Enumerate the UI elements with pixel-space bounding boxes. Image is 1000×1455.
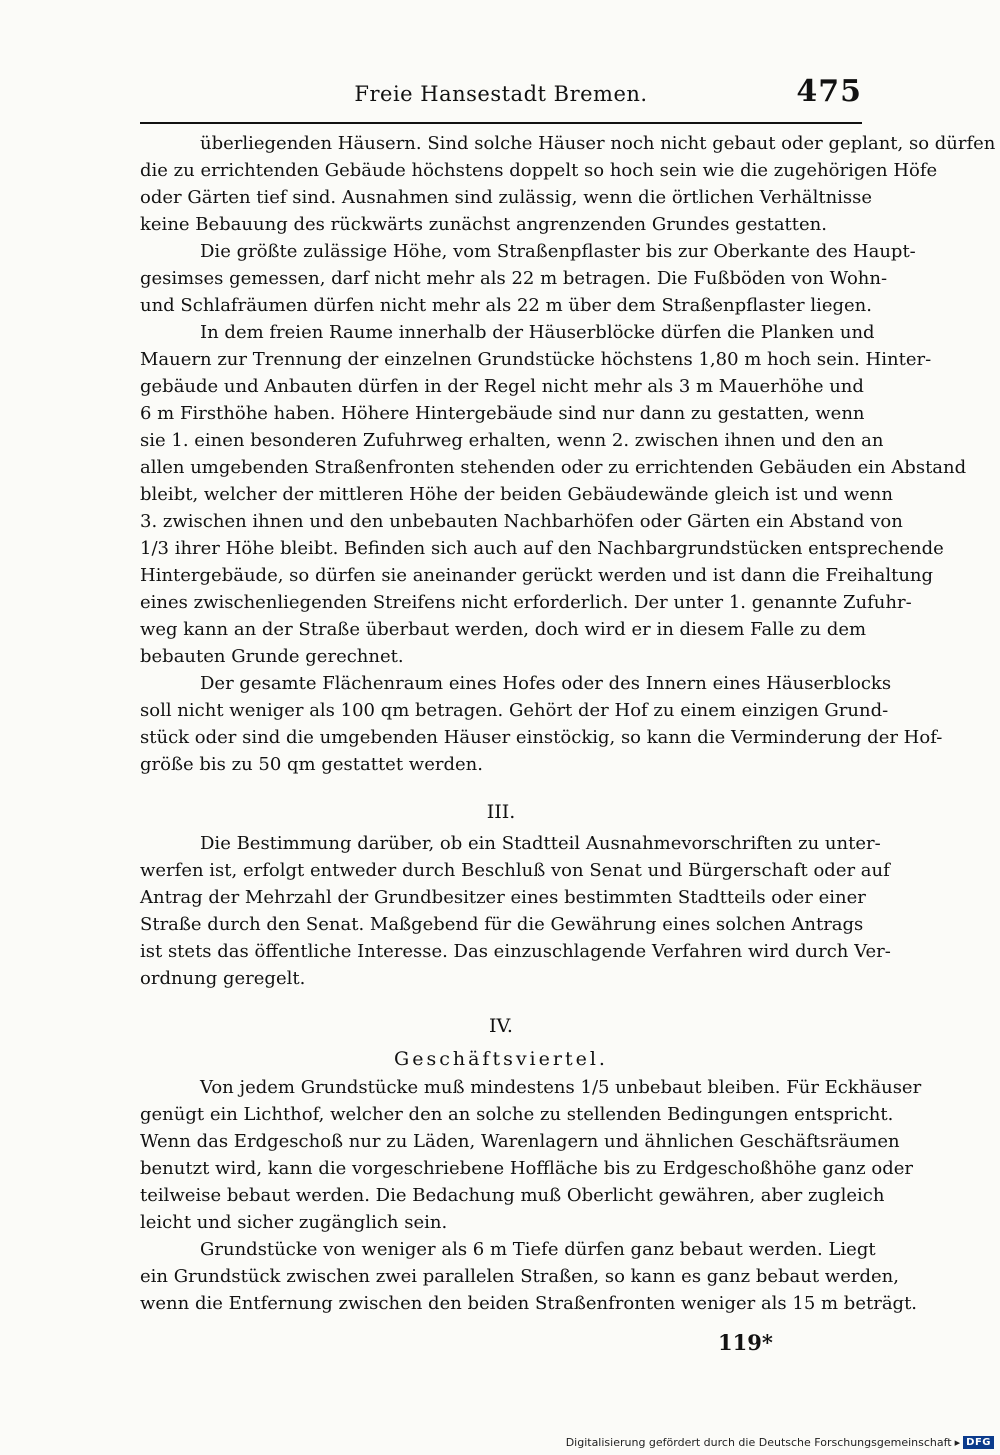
header-title: Freie Hansestadt Bremen. xyxy=(354,82,648,106)
text-line: allen umgebenden Straßenfronten stehenden oder zu errichtenden Gebäuden ein Abstand xyxy=(140,457,967,478)
text-line: Wenn das Erdgeschoß nur zu Läden, Warenlagern und ähnlichen Geschäftsräumen xyxy=(140,1131,900,1152)
text-line: leicht und sicher zugänglich sein. xyxy=(140,1212,448,1233)
text-line: ordnung geregelt. xyxy=(140,968,306,989)
text-line: oder Gärten tief sind. Ausnahmen sind zulässig, wenn die örtlichen Verhältnisse xyxy=(140,187,873,208)
section-heading: IV. xyxy=(489,1015,513,1037)
text-line: Antrag der Mehrzahl der Grundbesitzer eines bestimmten Stadtteils oder einer xyxy=(140,887,866,908)
text-line: 3. zwischen ihnen und den unbebauten Nachbarhöfen oder Gärten ein Abstand von xyxy=(140,511,903,532)
footer-text: Digitalisierung gefördert durch die Deutsche Forschungsgemeinschaft xyxy=(565,1436,952,1449)
footer-separator: ▸ xyxy=(954,1436,961,1449)
text-line: ist stets das öffentliche Interesse. Das einzuschlagende Verfahren wird durch Ver- xyxy=(140,941,891,962)
text-line: 1/3 ihrer Höhe bleibt. Befinden sich auch auf den Nachbargrundstücken entsprechende xyxy=(140,538,944,559)
body-text xyxy=(140,130,996,1317)
section-heading: III. xyxy=(486,801,516,823)
heading-spacer xyxy=(140,992,862,1008)
text-line: bleibt, welcher der mittleren Höhe der beiden Gebäudewände gleich ist und wenn xyxy=(140,484,893,505)
text-line: Von jedem Grundstücke muß mindestens 1/5 unbebaut bleiben. Für Eckhäuser xyxy=(200,1077,922,1098)
text-line: soll nicht weniger als 100 qm betragen. Gehört der Hof zu einem einzigen Grund- xyxy=(140,700,889,721)
running-header xyxy=(140,72,862,124)
text-line: Die Bestimmung darüber, ob ein Stadtteil Ausnahmevorschriften zu unter- xyxy=(200,833,881,854)
text-line: weg kann an der Straße überbaut werden, doch wird er in diesem Falle zu dem xyxy=(140,619,867,640)
text-line: keine Bebauung des rückwärts zunächst angrenzenden Grundes gestatten. xyxy=(140,214,827,235)
text-line: gebäude und Anbauten dürfen in der Regel nicht mehr als 3 m Mauerhöhe und xyxy=(140,376,864,397)
footer-credit xyxy=(566,1436,994,1449)
text-line: Grundstücke von weniger als 6 m Tiefe dürfen ganz bebaut werden. Liegt xyxy=(200,1239,876,1260)
text-line: ein Grundstück zwischen zwei parallelen Straßen, so kann es ganz bebaut werden, xyxy=(140,1266,899,1287)
text-line: wenn die Entfernung zwischen den beiden Straßenfronten weniger als 15 m beträgt. xyxy=(140,1293,918,1314)
heading-spacer xyxy=(140,778,862,794)
text-line: bebauten Grunde gerechnet. xyxy=(140,646,404,667)
text-line: Der gesamte Flächenraum eines Hofes oder des Innern eines Häuserblocks xyxy=(200,673,892,694)
text-line: sie 1. einen besonderen Zufuhrweg erhalten, wenn 2. zwischen ihnen und den an xyxy=(140,430,884,451)
page-number: 475 xyxy=(796,74,862,109)
text-line: Die größte zulässige Höhe, vom Straßenpflaster bis zur Oberkante des Haupt- xyxy=(200,241,916,262)
text-line: und Schlafräumen dürfen nicht mehr als 22 m über dem Straßenpflaster liegen. xyxy=(140,295,872,316)
text-line: eines zwischenliegenden Streifens nicht erforderlich. Der unter 1. genannte Zufuhr- xyxy=(140,592,912,613)
dfg-logo: DFG xyxy=(963,1436,994,1449)
text-line: größe bis zu 50 qm gestattet werden. xyxy=(140,754,483,775)
text-line: genügt ein Lichthof, welcher den an solche zu stellenden Bedingungen entspricht. xyxy=(140,1104,894,1125)
text-line: Straße durch den Senat. Maßgebend für die Gewährung eines solchen Antrags xyxy=(140,914,864,935)
text-line: überliegenden Häusern. Sind solche Häuser noch nicht gebaut oder geplant, so dürfen xyxy=(200,133,996,154)
text-line: stück oder sind die umgebenden Häuser einstöckig, so kann die Verminderung der Hof- xyxy=(140,727,943,748)
text-line: In dem freien Raume innerhalb der Häuserblöcke dürfen die Planken und xyxy=(200,322,875,343)
text-line: teilweise bebaut werden. Die Bedachung muß Oberlicht gewähren, aber zugleich xyxy=(140,1185,885,1206)
text-line: die zu errichtenden Gebäude höchstens doppelt so hoch sein wie die zugehörigen Höfe xyxy=(140,160,938,181)
section-subheading: Geschäftsviertel. xyxy=(394,1048,608,1070)
text-line: gesimses gemessen, darf nicht mehr als 22 m betragen. Die Fußböden von Wohn- xyxy=(140,268,888,289)
text-line: benutzt wird, kann die vorgeschriebene Hoffläche bis zu Erdgeschoßhöhe ganz oder xyxy=(140,1158,913,1179)
text-line: Mauern zur Trennung der einzelnen Grundstücke höchstens 1,80 m hoch sein. Hinter- xyxy=(140,349,932,370)
signature-mark: 119* xyxy=(718,1330,773,1355)
text-line: 6 m Firsthöhe haben. Höhere Hintergebäude sind nur dann zu gestatten, wenn xyxy=(140,403,865,424)
text-line: werfen ist, erfolgt entweder durch Beschluß von Senat und Bürgerschaft oder auf xyxy=(140,860,890,881)
text-line: Hintergebäude, so dürfen sie aneinander gerückt werden und ist dann die Freihaltung xyxy=(140,565,934,586)
